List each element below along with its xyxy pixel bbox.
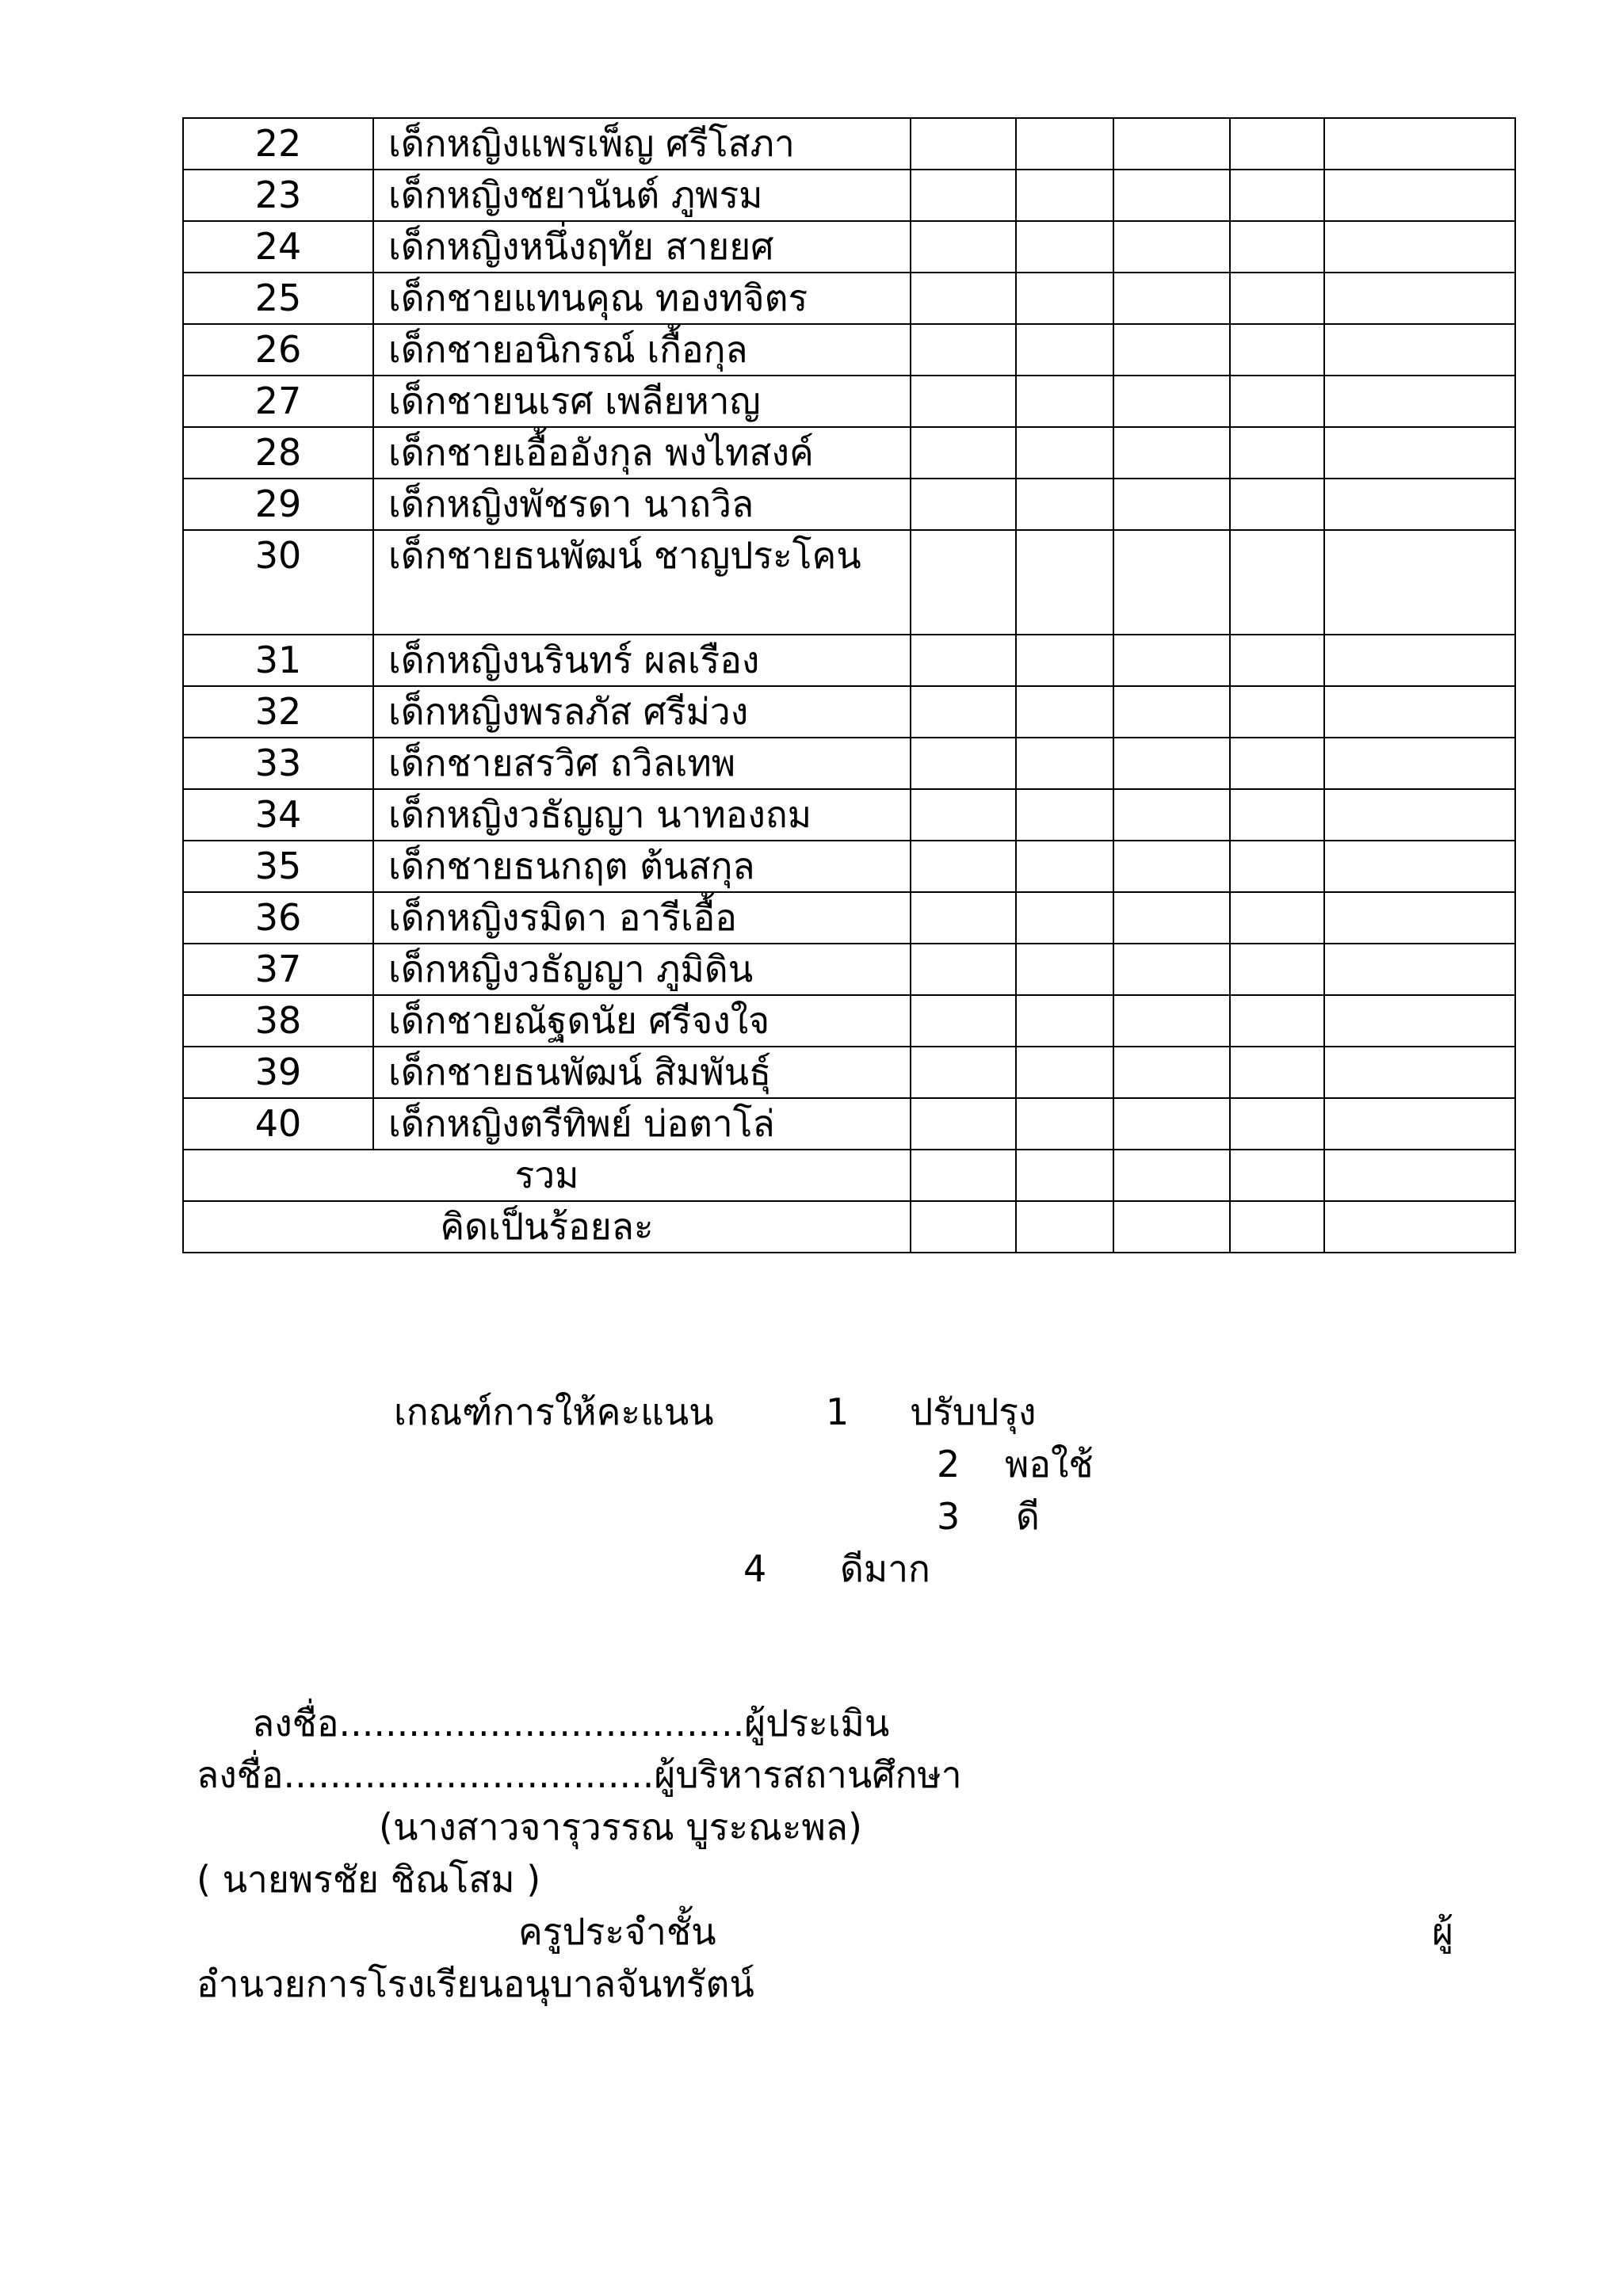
table-row [183,376,1515,427]
student-number: 25 [183,273,373,324]
score-cell [1016,944,1113,995]
score-cell [1324,1098,1515,1150]
evaluator-name: (นางสาวจารุวรรณ บูระณะพล) [379,1806,862,1848]
score-cell [1324,1201,1515,1253]
student-number: 39 [183,1047,373,1098]
student-name: เด็กชายแทนคุณ ทองทจิตร [373,273,911,324]
score-cell [1016,1047,1113,1098]
score-cell [1016,841,1113,892]
score-cell [1016,1098,1113,1150]
score-cell [1324,738,1515,789]
score-cell [1113,1047,1230,1098]
student-name: เด็กชายอนิกรณ์ เกื้อกุล [373,324,911,376]
table-row [183,273,1515,324]
score-cell [911,273,1016,324]
criteria-score: 3 [937,1495,960,1538]
table-row [183,995,1515,1047]
student-name: เด็กหญิงวธัญญา ภูมิดิน [373,944,911,995]
score-cell [1016,427,1113,479]
score-cell [911,841,1016,892]
score-cell [1230,273,1324,324]
score-cell [1230,118,1324,170]
table-row [183,530,1515,635]
score-cell [1016,376,1113,427]
score-cell [1324,479,1515,530]
score-cell [1230,221,1324,273]
score-cell [1230,376,1324,427]
score-cell [1230,686,1324,738]
score-cell [911,789,1016,841]
criteria-title: เกณฑ์การให้คะแนน [394,1390,714,1433]
student-name: เด็กหญิงชยานันต์ ภูพรม [373,170,911,221]
admin-title: อำนวยการโรงเรียนอนุบาลจันทรัตน์ [197,1962,754,2005]
score-cell [1324,1150,1515,1201]
table-row [183,841,1515,892]
table-row [183,944,1515,995]
criteria-score: 2 [937,1443,960,1486]
score-cell [1230,789,1324,841]
table-row [183,1098,1515,1150]
score-cell [1230,427,1324,479]
student-name: เด็กชายสรวิศ ถวิลเทพ [373,738,911,789]
student-number: 34 [183,789,373,841]
score-cell [1016,635,1113,686]
score-cell [1016,738,1113,789]
student-name: เด็กชายณัฐดนัย ศรีจงใจ [373,995,911,1047]
student-name: เด็กชายธนกฤต ต้นสกุล [373,841,911,892]
score-cell [1230,170,1324,221]
criteria-label: ดี [1016,1495,1040,1538]
score-cell [1230,841,1324,892]
score-cell [1113,118,1230,170]
criteria-score: 1 [826,1390,850,1433]
score-cell [1016,686,1113,738]
score-cell [1324,427,1515,479]
score-cell [1324,530,1515,635]
score-cell [1113,376,1230,427]
evaluator-title: ครูประจำชั้น [518,1910,716,1953]
student-name: เด็กชายนเรศ เพลียหาญ [373,376,911,427]
score-cell [1230,530,1324,635]
score-cell [911,324,1016,376]
score-cell [1230,892,1324,944]
table-row [183,221,1515,273]
admin-signature-line: ลงชื่อ................................ผู้บริหารสถานศึกษา [197,1753,962,1796]
score-cell [911,635,1016,686]
score-cell [1016,479,1113,530]
score-cell [1230,635,1324,686]
percent-row [183,1201,1515,1253]
score-cell [911,221,1016,273]
student-name: เด็กหญิงวธัญญา นาทองถม [373,789,911,841]
table-row [183,479,1515,530]
table-row [183,686,1515,738]
score-cell [1016,530,1113,635]
score-cell [1113,273,1230,324]
criteria-label: พอใช้ [1005,1443,1094,1486]
table-row [183,892,1515,944]
student-number: 35 [183,841,373,892]
score-cell [1016,1201,1113,1253]
student-number: 27 [183,376,373,427]
student-number: 31 [183,635,373,686]
admin-title-start: ผู้ [1432,1910,1453,1953]
score-cell [1113,738,1230,789]
score-cell [911,479,1016,530]
score-cell [1230,944,1324,995]
score-cell [1113,221,1230,273]
score-cell [911,530,1016,635]
student-number: 28 [183,427,373,479]
criteria-label: ปรับปรุง [910,1390,1037,1433]
table-row [183,789,1515,841]
score-cell [1324,892,1515,944]
score-cell [1113,324,1230,376]
score-cell [1113,789,1230,841]
criteria-label: ดีมาก [840,1547,930,1590]
score-cell [911,738,1016,789]
score-cell [1324,376,1515,427]
score-cell [1324,995,1515,1047]
score-cell [1324,324,1515,376]
score-cell [1230,1201,1324,1253]
table-row [183,118,1515,170]
admin-name: ( นายพรชัย ชิณโสม ) [197,1858,541,1901]
score-cell [1113,427,1230,479]
score-cell [911,686,1016,738]
score-cell [1016,892,1113,944]
score-cell [911,118,1016,170]
student-name: เด็กชายธนพัฒน์ สิมพันธุ์ [373,1047,911,1098]
student-name: เด็กหญิงแพรเพ็ญ ศรีโสภา [373,118,911,170]
score-cell [911,1098,1016,1150]
score-cell [1324,789,1515,841]
score-cell [1324,221,1515,273]
score-cell [1113,1201,1230,1253]
score-cell [1324,944,1515,995]
student-number: 30 [183,530,373,635]
table-row [183,427,1515,479]
score-cell [1113,170,1230,221]
score-cell [1016,995,1113,1047]
total-label: รวม [183,1150,911,1201]
score-cell [1230,1098,1324,1150]
score-cell [911,427,1016,479]
student-number: 40 [183,1098,373,1150]
score-cell [1113,479,1230,530]
table-row [183,738,1515,789]
student-number: 22 [183,118,373,170]
student-number: 36 [183,892,373,944]
table-row [183,1047,1515,1098]
score-cell [1324,635,1515,686]
score-cell [911,1201,1016,1253]
score-cell [1016,324,1113,376]
score-cell [1113,635,1230,686]
score-cell [911,995,1016,1047]
student-name: เด็กหญิงพรลภัส ศรีม่วง [373,686,911,738]
student-name: เด็กหญิงรมิดา อารีเอื้อ [373,892,911,944]
score-cell [1113,995,1230,1047]
score-cell [1113,530,1230,635]
score-cell [911,376,1016,427]
student-number: 29 [183,479,373,530]
criteria-score: 4 [743,1547,767,1590]
total-row [183,1150,1515,1201]
score-cell [1113,944,1230,995]
score-cell [911,1150,1016,1201]
student-number: 26 [183,324,373,376]
score-cell [1113,1098,1230,1150]
score-cell [1324,1047,1515,1098]
score-cell [1016,221,1113,273]
score-cell [1230,738,1324,789]
score-table [182,117,1516,1253]
percent-label: คิดเป็นร้อยละ [183,1201,911,1253]
score-cell [911,170,1016,221]
score-cell [1324,118,1515,170]
score-cell [1324,686,1515,738]
table-row [183,324,1515,376]
score-cell [1113,686,1230,738]
student-number: 24 [183,221,373,273]
score-cell [1230,324,1324,376]
table-row [183,170,1515,221]
student-name: เด็กชายเอื้ออังกุล พงไทสงค์ [373,427,911,479]
score-cell [1230,479,1324,530]
score-cell [911,1047,1016,1098]
evaluator-signature-line: ลงชื่อ...................................ผู้ประเมิน [252,1702,890,1745]
student-name: เด็กหญิงพัชรดา นาถวิล [373,479,911,530]
score-cell [911,944,1016,995]
score-cell [1016,170,1113,221]
student-name: เด็กหญิงหนึ่งฤทัย สายยศ [373,221,911,273]
score-cell [1113,1150,1230,1201]
score-cell [1324,273,1515,324]
score-cell [911,892,1016,944]
score-cell [1016,273,1113,324]
student-number: 33 [183,738,373,789]
score-cell [1324,170,1515,221]
student-name: เด็กชายธนพัฒน์ ชาญประโคน [373,530,911,635]
score-cell [1230,1150,1324,1201]
score-cell [1016,789,1113,841]
student-name: เด็กหญิงนรินทร์ ผลเรือง [373,635,911,686]
student-number: 23 [183,170,373,221]
score-cell [1230,995,1324,1047]
score-cell [1113,892,1230,944]
score-cell [1016,1150,1113,1201]
student-number: 37 [183,944,373,995]
student-number: 38 [183,995,373,1047]
score-cell [1324,841,1515,892]
score-cell [1230,1047,1324,1098]
student-number: 32 [183,686,373,738]
score-cell [1016,118,1113,170]
score-cell [1113,841,1230,892]
student-name: เด็กหญิงตรีทิพย์ บ่อตาโล่ [373,1098,911,1150]
table-row [183,635,1515,686]
